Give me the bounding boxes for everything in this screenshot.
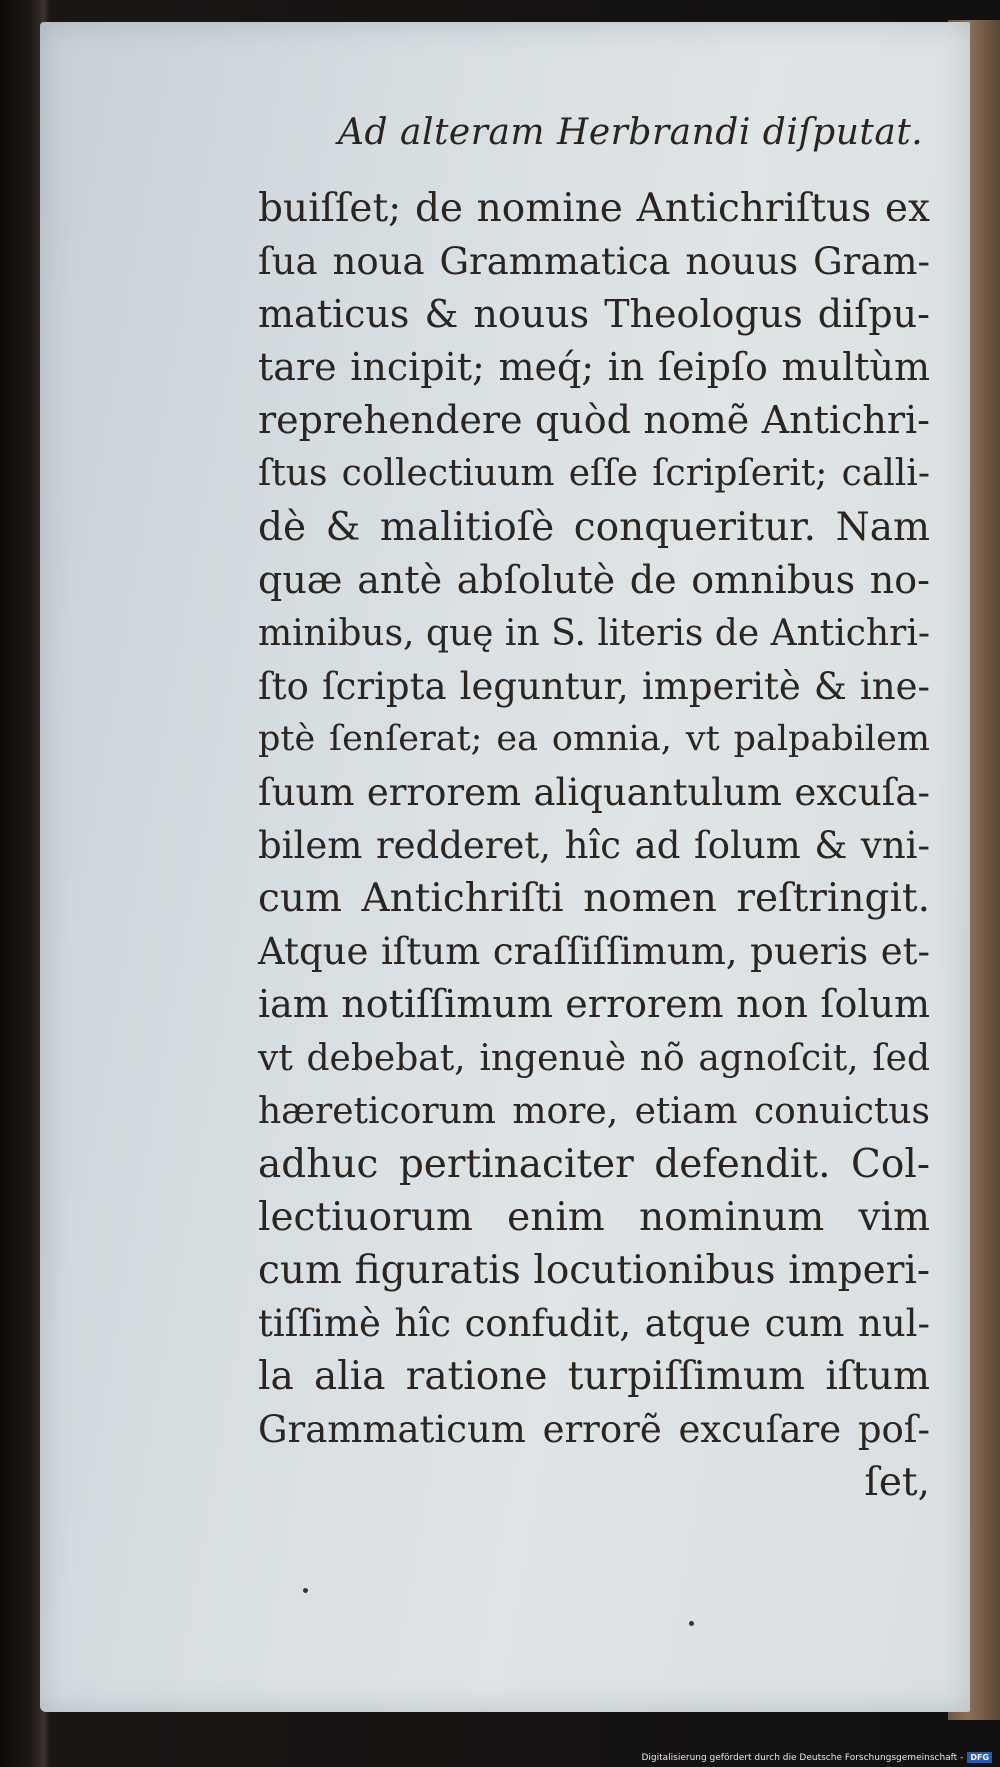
text-line: Atque iſtum craſſiſſimum, pueris et- [258,930,930,974]
text-line: ptè ſenſerat; ea omnia, vt palpabilem [258,718,930,759]
text-line: tare incipit; meq́; in ſeipſo multùm [258,345,930,390]
text-line: la alia ratione turpiſſimum iſtum [258,1354,930,1400]
ink-speck [303,1588,308,1593]
text-line: reprehendere quòd nomẽ Antichri- [258,398,930,443]
text-line: bilem redderet, hîc ad ſolum & vni- [258,824,930,868]
text-line: ſua noua Grammatica nouus Gram- [258,240,930,284]
text-line: buiſſet; de nomine Antichriſtus ex [258,186,930,231]
text-line: iam notiſſimum errorem non ſolum [258,982,930,1027]
text-line: ſet, [864,1460,930,1506]
text-line: cum figuratis locutionibus imperi- [258,1247,930,1293]
body-text [258,182,930,1509]
text-line: quæ antè abſolutè de omnibus no- [258,557,930,602]
text-line: vt debebat, ingenuè nõ agnoſcit, ſed [258,1037,930,1079]
credit-text: Digitalisierung gefördert durch die Deutsche Forschungsgemeinschaft - [641,1752,964,1763]
text-line: cum Antichriſti nomen reſtringit. [258,876,930,922]
text-line: ſto ſcripta leguntur, imperitè & ine- [258,664,930,708]
text-line: ſuum errorem aliquantulum excuſa- [258,771,930,815]
dfg-logo: DFG [967,1752,992,1763]
text-line: Grammaticum errorẽ excuſare poſ- [258,1408,930,1452]
running-head: Ad alteram Herbrandi diſputat. [338,112,924,153]
digitization-credit [641,1752,992,1763]
text-line: ſtus collectiuum eſſe ſcripſerit; calli- [258,453,930,495]
text-line: tiſſimè hîc confudit, atque cum nul- [258,1301,930,1345]
text-line: hæreticorum more, etiam conuictus [258,1090,930,1132]
text-line: adhuc pertinaciter defendit. Col- [258,1141,930,1187]
text-line: dè & malitioſè conqueritur. Nam [258,504,930,550]
ink-speck [689,1621,694,1626]
text-line: lectiuorum enim nominum vim [258,1194,930,1240]
text-line: maticus & nouus Theologus diſpu- [258,292,930,337]
text-line: minibus, quę in S. literis de Antichri- [258,612,930,654]
